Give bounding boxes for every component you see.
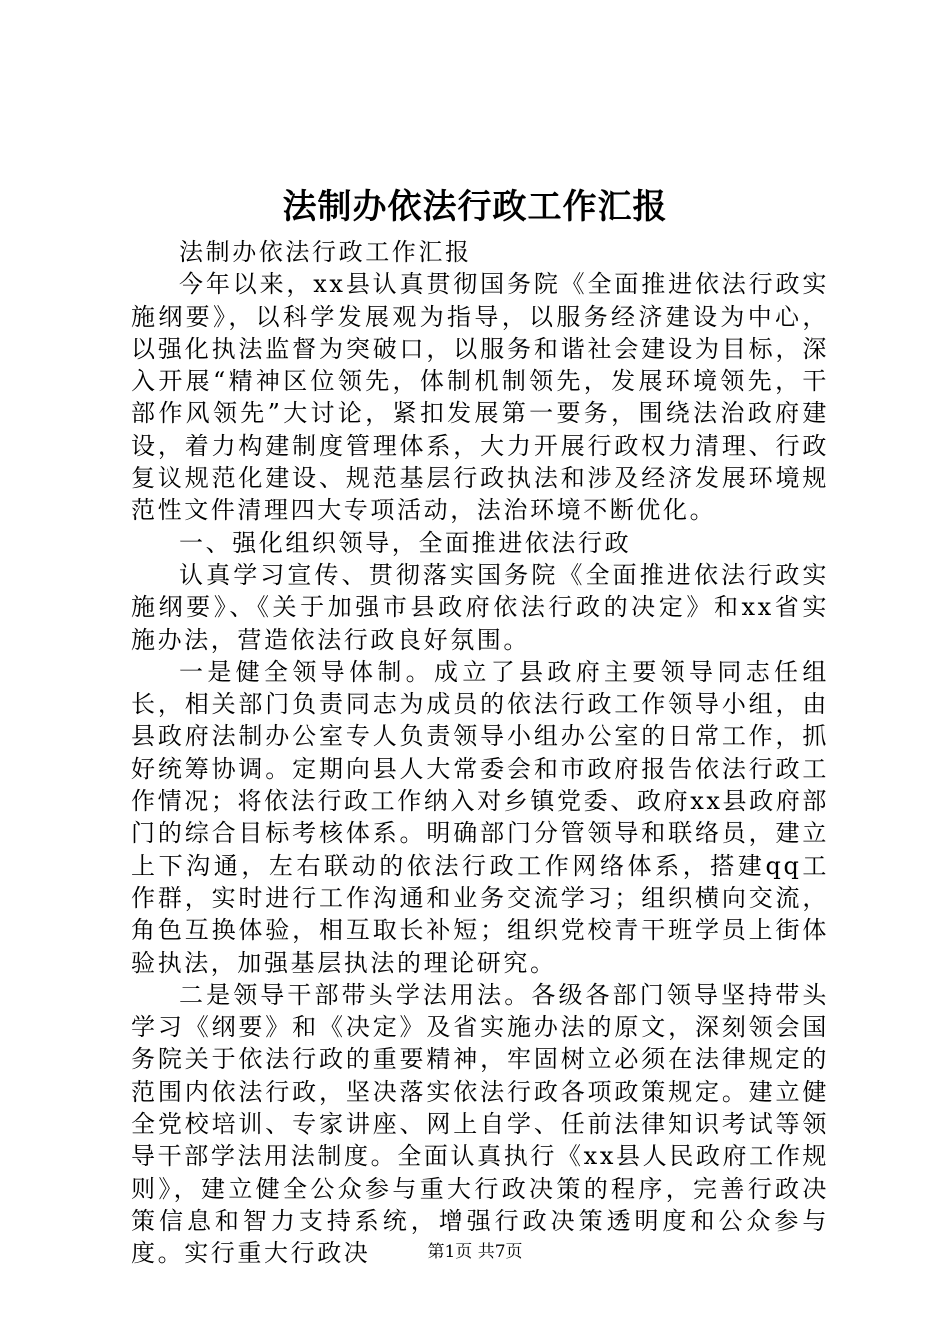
paragraph-intro: 今年以来，xx县认真贯彻国务院《全面推进依法行政实施纲要》，以科学发展观为指导，以服务经济建设为中心，以强化执法监督为突破口，以服务和谐社会建设为目标，深入开展“精神区位领先，体制机制领先，发展环境领先，干部作风领先”大讨论，紧扣发展第一要务，围绕法治政府建设，着力构建制度管理体系，大力开展行政权力清理、行政复议规范化建设、规范基层行政执法和涉及经济发展环境规范性文件清理四大专项活动，法治环境不断优化。 <box>131 270 829 525</box>
page-footer: 第1页 共7页 <box>427 1242 523 1262</box>
section-heading-1: 一、强化组织领导，全面推进依法行政 <box>179 528 632 557</box>
paragraph-subtitle: 法制办依法行政工作汇报 <box>179 238 472 266</box>
paragraph-section-1: 认真学习宣传、贯彻落实国务院《全面推进依法行政实施纲要》、《关于加强市县政府依法行政的决定》和xx省实施办法，营造依法行政良好氛围。 <box>131 560 829 654</box>
document-title: 法制办依法行政工作汇报 <box>282 187 668 227</box>
paragraph-point-1: 一是健全领导体制。成立了县政府主要领导同志任组长，相关部门负责同志为成员的依法行政工作领导小组，由县政府法制办公室专人负责领导小组办公室的日常工作，抓好统筹协调。定期向县人大常委会和市政府报告依法行政工作情况；将依法行政工作纳入对乡镇党委、政府xx县政府部门的综合目标考核体系。明确部门分管领导和联络员，建立上下沟通，左右联动的依法行政工作网络体系，搭建qq工作群，实时进行工作沟通和业务交流学习；组织横向交流，角色互换体验，相互取长补短；组织党校青干班学员上街体验执法，加强基层执法的理论研究。 <box>131 657 829 977</box>
paragraph-point-2: 二是领导干部带头学法用法。各级各部门领导坚持带头学习《纲要》和《决定》及省实施办法的原文，深刻领会国务院关于依法行政的重要精神，牢固树立必须在法律规定的范围内依法行政，坚决落实依法行政各项政策规定。建立健全党校培训、专家讲座、网上自学、任前法律知识考试等领导干部学法用法制度。全面认真执行《xx县人民政府工作规则》，建立健全公众参与重大行政决策的程序，完善行政决策信息和智力支持系统，增强行政决策透明度和公众参与度。实行重大行政决 <box>131 980 829 1268</box>
document-body <box>131 236 829 1270</box>
